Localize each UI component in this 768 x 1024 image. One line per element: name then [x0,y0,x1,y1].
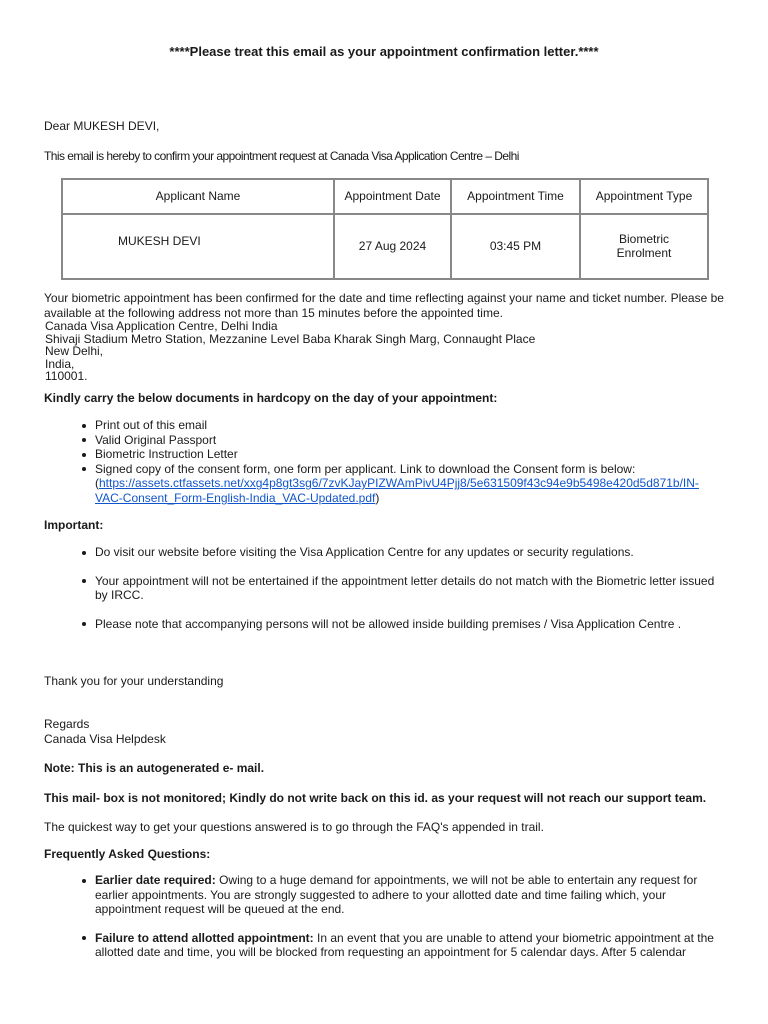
list-item: Your appointment will not be entertained if the appointment letter details do not match with the Biometric letter issued by IRCC. [44,574,724,603]
faq-heading: Frequently Asked Questions: [44,847,211,861]
list-item: Valid Original Passport [44,433,724,448]
faq-intro: The quickest way to get your questions answered is to go through the FAQ's appended in trail. [44,820,544,834]
list-item: Biometric Instruction Letter [44,447,724,462]
cell-appointment-date: 27 Aug 2024 [334,214,451,279]
important-list [44,545,724,645]
cell-applicant-name: MUKESH DEVI [62,214,334,279]
header-appointment-time: Appointment Time [451,179,580,214]
list-item: Print out of this email [44,418,724,433]
thanks-text: Thank you for your understanding [44,674,224,688]
address-line: India, [45,356,75,371]
list-item: Please note that accompanying persons will not be allowed inside building premises / Visa Application Centre . [44,617,724,632]
header-appointment-date: Appointment Date [334,179,451,214]
link-paren: ) [375,490,380,505]
link-paren: ( [95,476,99,491]
faq-item [44,931,724,960]
table-header-row [62,179,708,214]
address-block [45,320,535,383]
appointment-table [61,178,709,280]
faq-item-title: Failure to attend allotted appointment: [95,930,314,945]
table-row [62,214,708,279]
greeting: Dear MUKESH DEVI, [44,119,160,133]
regards-text: Regards [44,717,90,731]
address-line: Canada Visa Application Centre, Delhi India [45,319,278,333]
intro-text: This email is hereby to confirm your appointment request at Canada Visa Application Centre – Delhi [44,149,519,163]
address-line: Shivaji Stadium Metro Station, Mezzanine Level Baba Kharak Singh Marg, Connaught Place [45,331,536,346]
header-applicant-name: Applicant Name [62,179,334,214]
faq-item-title: Earlier date required: [95,873,216,887]
confirmation-text: Your biometric appointment has been confirmed for the date and time reflecting against your name and ticket number. Please be available at the following address not more than 15 minutes before the appointed time. [44,291,724,320]
consent-form-link[interactable]: https://assets.ctfassets.net/xxg4p8gt3sg6/7zvKJayPIZWAmPivU4Pjj8/5e631509f43c94e9b5498e420d5d871b/IN-VAC-Consent_Form-English-India_VAC-Updated.pdf [95,476,699,505]
page-title: ****Please treat this email as your appointment confirmation letter.**** [169,44,599,59]
cell-appointment-type: Biometric Enrolment [580,214,708,279]
faq-item [44,873,724,917]
address-line: New Delhi, [45,344,104,358]
address-line: 110001. [45,369,88,383]
list-item: Do visit our website before visiting the Visa Application Centre for any updates or security regulations. [44,545,724,560]
documents-list [44,418,724,506]
consent-form-text: Signed copy of the consent form, one form per applicant. Link to download the Consent form is below: [95,461,636,476]
documents-heading: Kindly carry the below documents in hardcopy on the day of your appointment: [44,391,498,405]
list-item [44,462,724,506]
faq-item-text: In an event that you are unable to attend your biometric appointment at the allotted date and time, you will be blocked from requesting an appointment for 5 calendar days. After 5 calendar [95,930,714,960]
signature-block [44,717,166,747]
important-heading: Important: [44,518,104,532]
not-monitored-note: This mail- box is not monitored; Kindly do not write back on this id. as your request will not reach our support team. [44,791,707,805]
signature-text: Canada Visa Helpdesk [44,732,166,746]
faq-list [44,873,724,974]
header-appointment-type: Appointment Type [580,179,708,214]
faq-item-text: Owing to a huge demand for appointments, we will not be able to entertain any request for earlier appointments. You are strongly suggested to adhere to your allotted date and time failing which, your appointment request will be queued at the end. [95,873,698,917]
cell-appointment-time: 03:45 PM [451,214,580,279]
autogenerated-note: Note: This is an autogenerated e- mail. [44,761,265,775]
